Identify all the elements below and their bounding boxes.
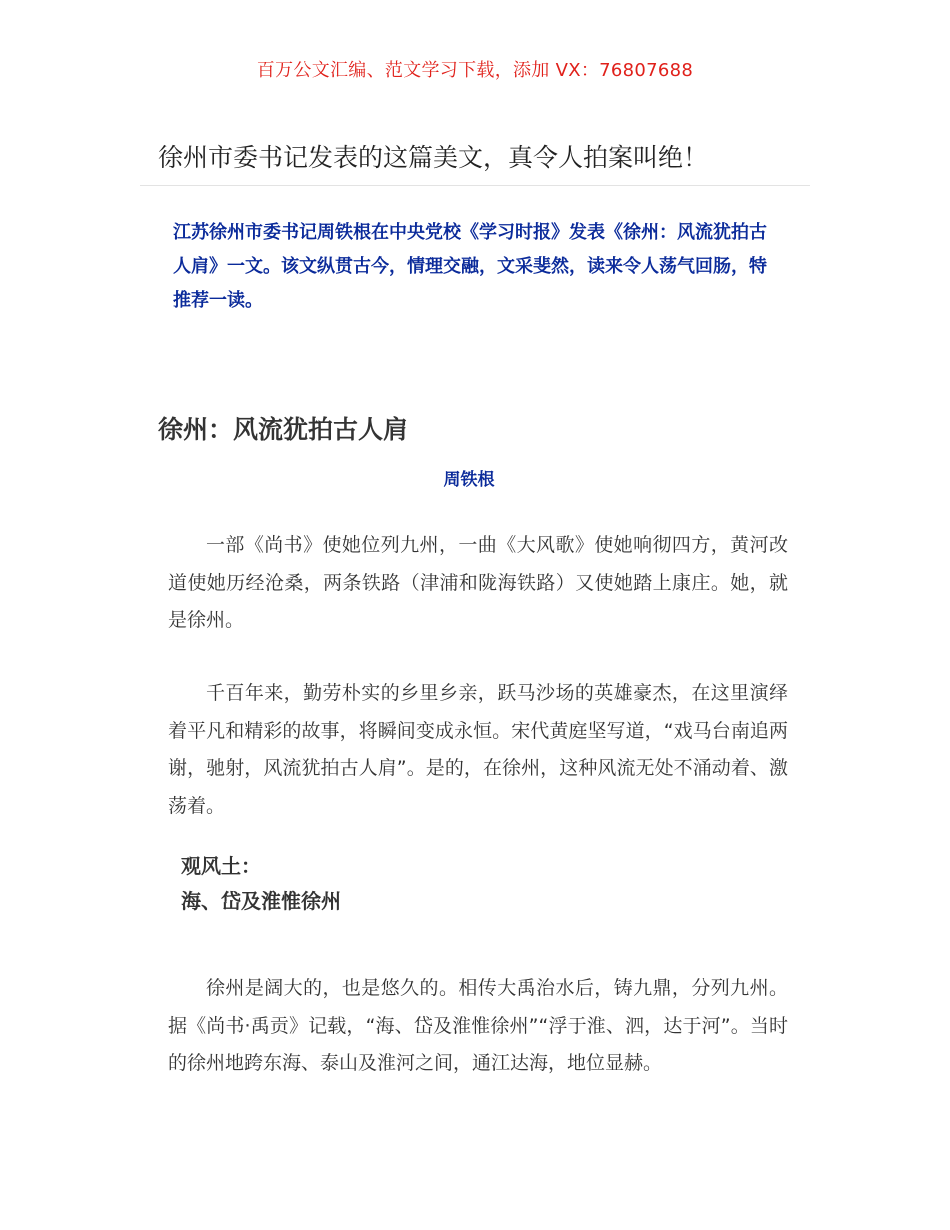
title-divider [140, 185, 810, 186]
section-heading-line-2: 海、岱及淮惟徐州 [181, 889, 341, 913]
article-author: 周铁根 [443, 470, 495, 490]
section-paragraph: 徐州是阔大的，也是悠久的。相传大禹治水后，铸九鼎，分列九州。据《尚书·禹贡》记载，“海、岱及淮惟徐州”“浮于淮、泗，达于河”。当时的徐州地跨东海、泰山及淮河之间，通江达海，地位显赫。 [168, 977, 788, 1074]
section-heading-line-1: 观风土： [181, 854, 261, 878]
intro-summary: 江苏徐州市委书记周铁根在中央党校《学习时报》发表《徐州：风流犹拍古人肩》一文。该文纵贯古今，情理交融，文采斐然，读来令人荡气回肠，特推荐一读。 [173, 222, 767, 311]
section-heading [181, 849, 341, 919]
article-paragraph-2: 千百年来，勤劳朴实的乡里乡亲，跃马沙场的英雄豪杰，在这里演绎着平凡和精彩的故事，将瞬间变成永恒。宋代黄庭坚写道，“戏马台南追两谢，驰射，风流犹拍古人肩”。是的，在徐州，这种风流无处不涌动着、激荡着。 [168, 682, 788, 817]
page-title: 徐州市委书记发表的这篇美文，真令人拍案叫绝！ [158, 143, 709, 172]
article-title: 徐州：风流犹拍古人肩 [158, 415, 409, 444]
article-paragraph-1: 一部《尚书》使她位列九州，一曲《大风歌》使她响彻四方，黄河改道使她历经沧桑，两条铁路（津浦和陇海铁路）又使她踏上康庄。她，就是徐州。 [168, 534, 788, 631]
watermark-banner: 百万公文汇编、范文学习下载，添加 VX：76807688 [256, 60, 694, 81]
